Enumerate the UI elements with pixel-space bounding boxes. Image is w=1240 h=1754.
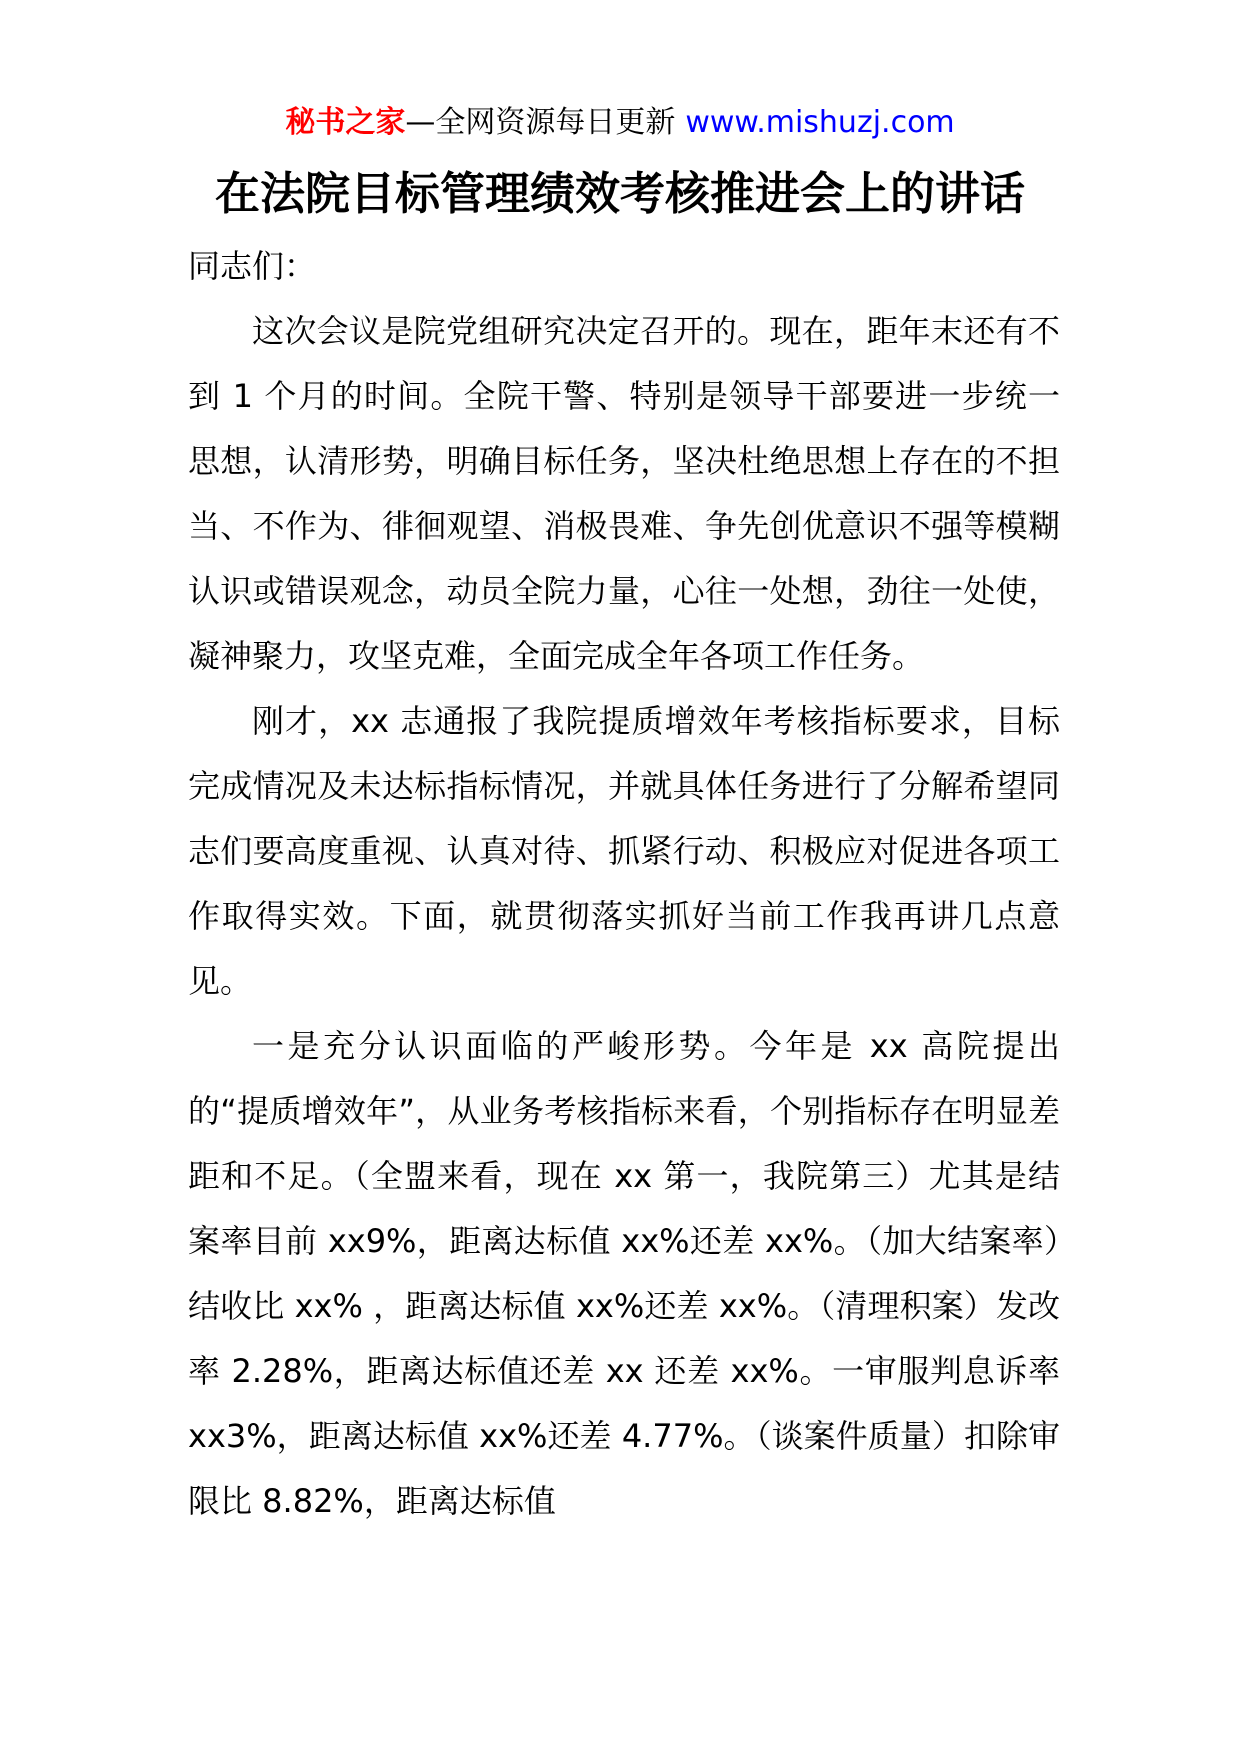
greeting: 同志们：	[188, 247, 317, 285]
document-body	[188, 234, 1060, 1534]
document-title: 在法院目标管理绩效考核推进会上的讲话	[214, 167, 1025, 220]
site-header	[0, 103, 1240, 143]
paragraph-2: 刚才，xx 志通报了我院提质增效年考核指标要求，目标完成情况及未达标指标情况，并就具体任务进行了分解希望同志们要高度重视、认真对待、抓紧行动、积极应对促进各项工作取得实效。下面，就贯彻落实抓好当前工作我再讲几点意见。	[188, 702, 1060, 1000]
site-slogan: —全网资源每日更新	[405, 105, 676, 140]
paragraph-1: 这次会议是院党组研究决定召开的。现在，距年末还有不到 1 个月的时间。全院干警、特别是领导干部要进一步统一思想，认清形势，明确目标任务，坚决杜绝思想上存在的不担当、不作为、徘徊观望、消极畏难、争先创优意识不强等模糊认识或错误观念，动员全院力量，心往一处想，劲往一处使，凝神聚力，攻坚克难，全面完成全年各项工作任务。	[188, 312, 1060, 675]
paragraph-3: 一是充分认识面临的严峻形势。今年是 xx 高院提出的“提质增效年”，从业务考核指标来看，个别指标存在明显差距和不足。（全盟来看，现在 xx 第一，我院第三）尤其是结案率目前 xx9%，距离达标值 xx%还差 xx%。（加大结案率）结收比 xx% ，距离达标值 xx%还差 xx%。（清理积案）发改率 2.28%，距离达标值还差 xx 还差 xx%。一审服判息诉率 xx3%，距离达标值 xx%还差 4.77%。（谈案件质量）扣除审限比 8.82%，距离达标值	[188, 1027, 1060, 1520]
site-brand: 秘书之家	[285, 105, 406, 140]
site-url-link[interactable]: www.mishuzj.com	[685, 105, 955, 140]
